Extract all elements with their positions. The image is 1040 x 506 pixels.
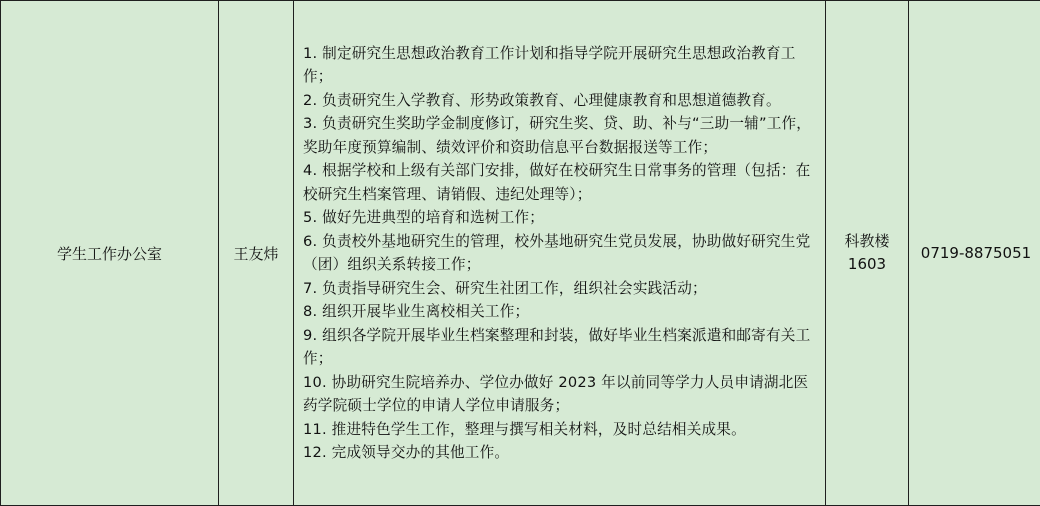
duty-item: 1. 制定研究生思想政治教育工作计划和指导学院开展研究生思想政治教育工作； [303,44,796,85]
table-row [1,1,1040,506]
duty-item: 10. 协助研究生院培养办、学位办做好 2023 年以前同等学力人员申请湖北医药学院硕士学位的申请人学位申请服务； [303,373,809,414]
person-name: 王友炜 [233,244,279,263]
duty-item: 8. 组织开展毕业生离校相关工作； [303,303,530,320]
room-cell [826,1,909,506]
room-number: 1603 [847,255,887,273]
duty-item: 3. 负责研究生奖助学金制度修订，研究生奖、贷、助、补与“三助一辅”工作，奖助年度预算编制、绩效评价和资助信息平台数据报送等工作； [303,115,812,156]
duty-item: 7. 负责指导研究生会、研究生社团工作，组织社会实践活动； [303,279,707,297]
phone-number: 0719-8875051 [920,244,1032,262]
duty-item: 5. 做好先进典型的培育和选树工作； [303,209,545,226]
department-name: 学生工作办公室 [56,244,162,263]
duty-item: 6. 负责校外基地研究生的管理，校外基地研究生党员发展，协助做好研究生党（团）组织关系转接工作； [303,232,811,273]
duty-item: 9. 组织各学院开展毕业生档案整理和封装，做好毕业生档案派遣和邮寄有关工作； [303,326,811,367]
duty-item: 4. 根据学校和上级有关部门安排，做好在校研究生日常事务的管理（包括：在校研究生档案管理、请销假、违纪处理等）； [303,162,811,203]
duty-item: 12. 完成领导交办的其他工作。 [303,444,510,461]
duty-item: 11. 推进特色学生工作，整理与撰写相关材料，及时总结相关成果。 [303,420,746,438]
duty-item: 2. 负责研究生入学教育、形势政策教育、心理健康教育和思想道德教育。 [303,91,781,109]
department-cell [1,1,219,506]
duties-list [294,42,825,465]
room-building: 科教楼 [844,232,890,250]
duties-cell [294,1,826,506]
person-cell [219,1,294,506]
phone-cell [909,1,1040,506]
